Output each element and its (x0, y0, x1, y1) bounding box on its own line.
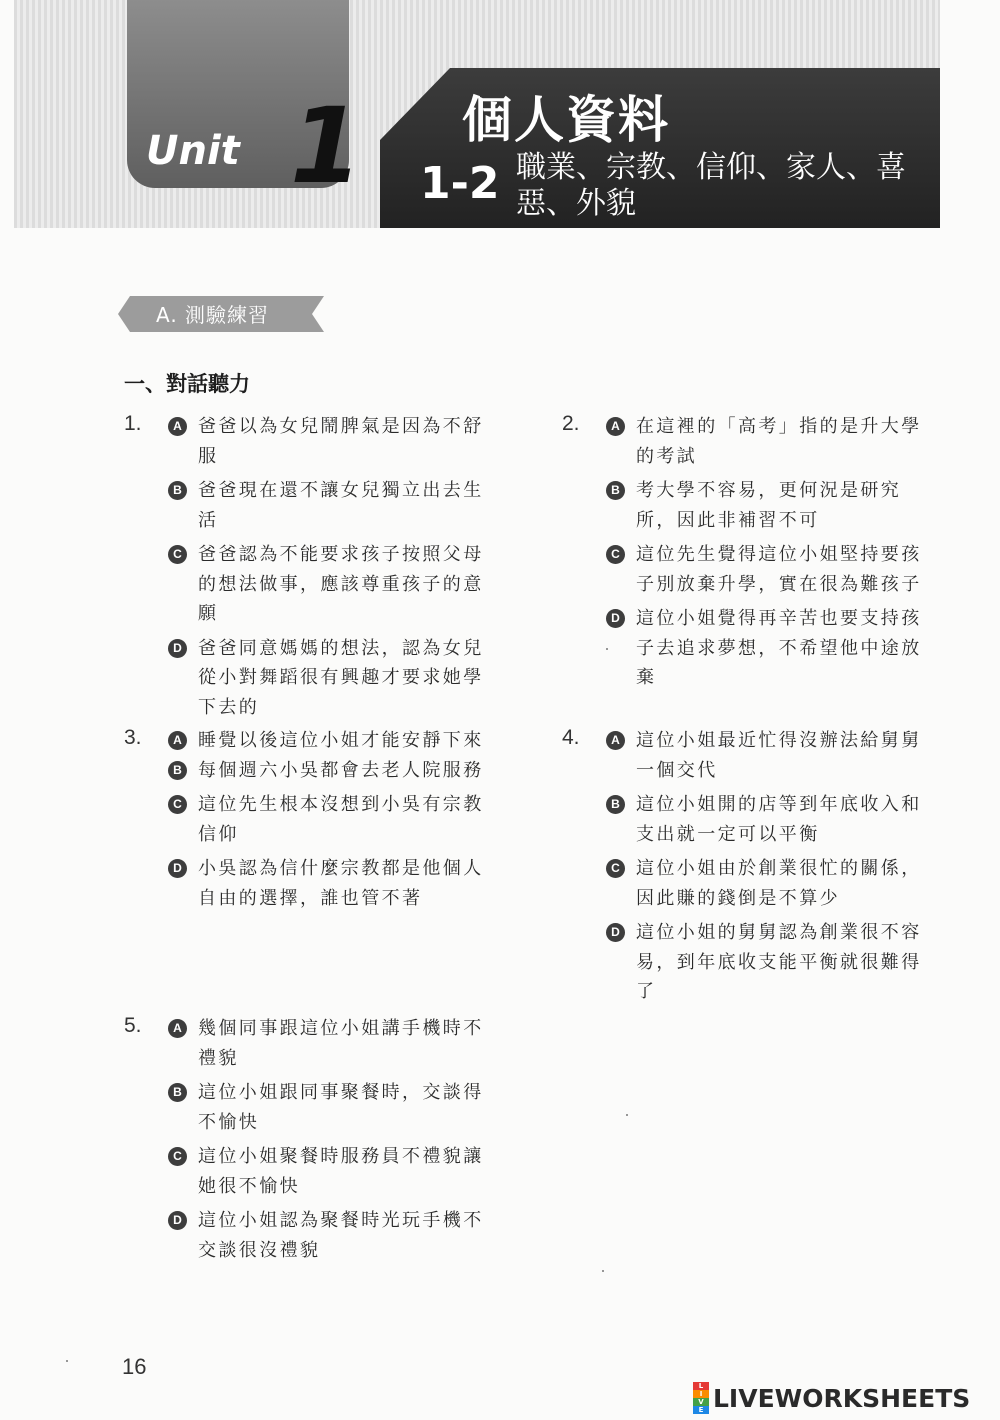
scan-speck (66, 1360, 68, 1362)
option-badge: B (168, 481, 187, 500)
liveworksheets-brand[interactable] (693, 1384, 970, 1412)
option-badge: C (168, 795, 187, 814)
unit-label: Unit (146, 128, 240, 174)
option-text: 這位小姐認為聚餐時光玩手機不交談很沒禮貌 (198, 1210, 484, 1261)
option-text: 這位先生根本沒想到小吳有宗教信仰 (198, 794, 484, 845)
option-text: 睡覺以後這位小姐才能安靜下來 (198, 730, 484, 751)
option-d[interactable] (168, 854, 484, 913)
option-a[interactable] (168, 1014, 484, 1073)
option-badge: D (606, 609, 625, 628)
question-5 (124, 1014, 484, 1270)
option-badge: A (168, 1019, 187, 1038)
question-number: 5. (124, 1014, 142, 1037)
brand-text: LIVEWORKSHEETS (713, 1383, 971, 1413)
option-b[interactable] (168, 756, 484, 786)
option-text: 這位小姐由於創業很忙的關係，因此賺的錢倒是不算少 (636, 858, 922, 909)
option-text: 這位小姐開的店等到年底收入和支出就一定可以平衡 (636, 794, 922, 845)
option-c[interactable] (168, 540, 484, 629)
option-badge: C (168, 545, 187, 564)
option-d[interactable] (606, 604, 922, 693)
logo-letter: I (693, 1390, 709, 1398)
scan-speck (626, 1114, 628, 1116)
option-a[interactable] (606, 726, 922, 785)
option-c[interactable] (606, 540, 922, 599)
logo-letter: E (693, 1406, 709, 1414)
option-text: 這位小姐聚餐時服務員不禮貌讓她很不愉快 (198, 1146, 484, 1197)
option-c[interactable] (168, 790, 484, 849)
option-badge: C (168, 1147, 187, 1166)
question-2 (562, 412, 922, 698)
option-text: 這位先生覺得這位小姐堅持要孩子別放棄升學，實在很為難孩子 (636, 544, 922, 595)
question-number: 2. (562, 412, 580, 435)
option-text: 幾個同事跟這位小姐講手機時不禮貌 (198, 1018, 484, 1069)
option-text: 爸爸現在還不讓女兒獨立出去生活 (198, 480, 484, 531)
logo-letter: V (693, 1398, 709, 1406)
option-text: 考大學不容易，更何況是研究所，因此非補習不可 (636, 480, 902, 531)
logo-letter: L (693, 1382, 709, 1390)
page-title: 個人資料 (462, 91, 670, 149)
option-badge: D (168, 859, 187, 878)
option-text: 每個週六小吳都會去老人院服務 (198, 759, 484, 781)
option-badge: A (168, 731, 187, 750)
option-badge: B (168, 761, 187, 780)
option-d[interactable] (606, 918, 922, 1007)
scan-speck (606, 648, 608, 650)
option-a[interactable] (606, 412, 922, 471)
option-text: 爸爸以為女兒鬧脾氣是因為不舒服 (198, 416, 484, 467)
section-tag-label: A. 測驗練習 (156, 303, 270, 327)
option-badge: B (606, 795, 625, 814)
option-text: 這位小姐跟同事聚餐時，交談得不愉快 (198, 1082, 484, 1133)
option-text: 爸爸認為不能要求孩子按照父母的想法做事，應該尊重孩子的意願 (198, 544, 484, 624)
option-d[interactable] (168, 634, 484, 723)
option-b[interactable] (168, 476, 484, 535)
option-badge: D (168, 639, 187, 658)
scan-speck (602, 1270, 604, 1272)
question-number: 3. (124, 726, 142, 749)
lesson-title: 職業、宗教、信仰、家人、喜惡、外貌 (516, 150, 906, 221)
option-d[interactable] (168, 1206, 484, 1265)
option-badge: A (606, 731, 625, 750)
option-badge: A (606, 417, 625, 436)
question-number: 1. (124, 412, 142, 435)
option-badge: D (606, 923, 625, 942)
lesson-number: 1-2 (420, 158, 500, 209)
question-number: 4. (562, 726, 580, 749)
option-text: 爸爸同意媽媽的想法，認為女兒從小對舞蹈很有興趣才要求她學下去的 (198, 637, 484, 718)
question-1 (124, 412, 484, 727)
option-text: 在這裡的「高考」指的是升大學的考試 (636, 416, 922, 467)
page-number: 16 (122, 1354, 147, 1379)
option-b[interactable] (606, 790, 922, 849)
option-badge: A (168, 417, 187, 436)
option-c[interactable] (168, 1142, 484, 1201)
option-b[interactable] (606, 476, 922, 535)
option-a[interactable] (168, 412, 484, 471)
unit-number: 1 (290, 85, 363, 207)
option-badge: B (168, 1083, 187, 1102)
option-badge: C (606, 545, 625, 564)
option-text: 這位小姐覺得再辛苦也要支持孩子去追求夢想，不希望他中途放棄 (636, 608, 922, 688)
option-text: 小吳認為信什麼宗教都是他個人自由的選擇，誰也管不著 (198, 858, 484, 909)
brand-logo-icon (693, 1382, 709, 1414)
question-3 (124, 726, 484, 918)
option-c[interactable] (606, 854, 922, 913)
part-heading: 一、對話聽力 (124, 372, 250, 396)
option-text: 這位小姐最近忙得沒辦法給舅舅一個交代 (636, 730, 922, 781)
option-a[interactable] (168, 726, 484, 756)
option-badge: C (606, 859, 625, 878)
option-badge: B (606, 481, 625, 500)
question-4 (562, 726, 922, 1012)
option-b[interactable] (168, 1078, 484, 1137)
option-badge: D (168, 1211, 187, 1230)
option-text: 這位小姐的舅舅認為創業很不容易，到年底收支能平衡就很難得了 (636, 922, 922, 1002)
